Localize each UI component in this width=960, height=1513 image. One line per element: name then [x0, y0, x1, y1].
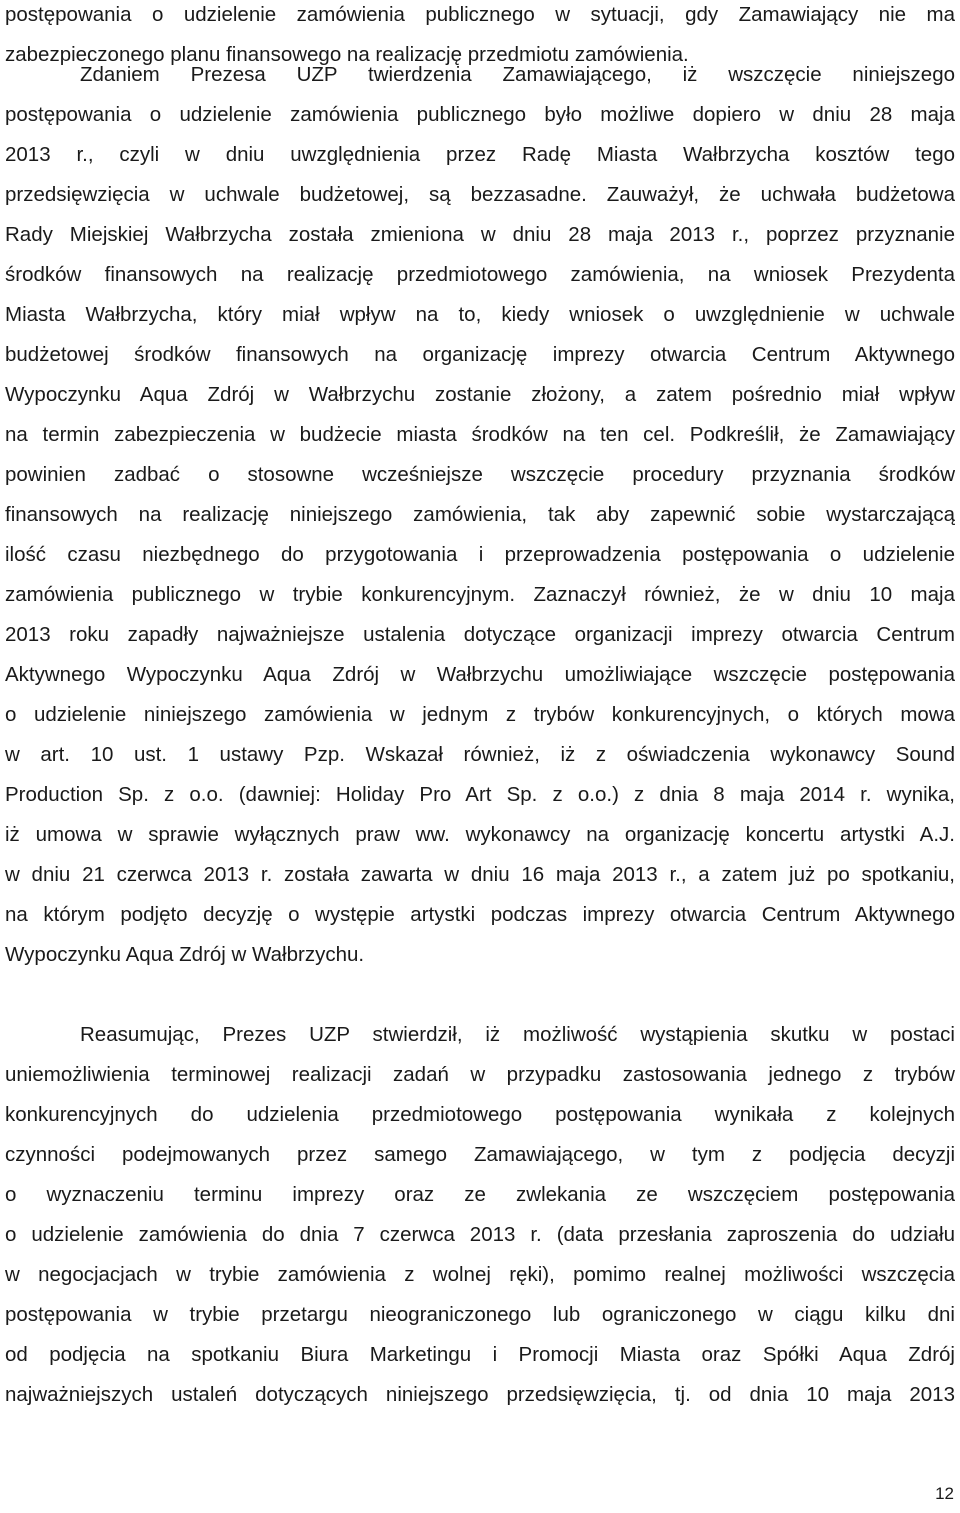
text-line: finansowych na realizację niniejszego zamówienia, tak aby zapewnić sobie wystarczającą	[5, 503, 955, 526]
text-line: Zdaniem Prezesa UZP twierdzenia Zamawiającego, iż wszczęcie niniejszego	[80, 63, 955, 86]
text-line: Wypoczynku Aqua Zdrój w Wałbrzychu.	[5, 943, 365, 966]
text-line: Wypoczynku Aqua Zdrój w Wałbrzychu zostanie złożony, a zatem pośrednio miał wpływ	[5, 383, 955, 406]
text-line: postępowania o udzielenie zamówienia publicznego było możliwe dopiero w dniu 28 maja	[5, 103, 955, 126]
text-line: w art. 10 ust. 1 ustawy Pzp. Wskazał również, iż z oświadczenia wykonawcy Sound	[5, 743, 955, 766]
text-line: Rady Miejskiej Wałbrzycha została zmieniona w dniu 28 maja 2013 r., poprzez przyznanie	[5, 223, 955, 246]
paragraph-summary	[5, 1015, 955, 1415]
text-line: konkurencyjnych do udzielenia przedmiotowego postępowania wynikała z kolejnych	[5, 1103, 955, 1126]
page-number: 12	[935, 1484, 954, 1503]
text-line: postępowania o udzielenie zamówienia publicznego w sytuacji, gdy Zamawiający nie ma	[5, 3, 955, 26]
text-line: o wyznaczeniu terminu imprezy oraz ze zwlekania ze wszczęciem postępowania	[5, 1183, 955, 1206]
text-line: budżetowej środków finansowych na organizację imprezy otwarcia Centrum Aktywnego	[5, 343, 955, 366]
text-line: czynności podejmowanych przez samego Zamawiającego, w tym z podjęcia decyzji	[5, 1143, 955, 1166]
text-line: na termin zabezpieczenia w budżecie miasta środków na ten cel. Podkreślił, że Zamawiający	[5, 423, 955, 446]
text-line: uniemożliwienia terminowej realizacji zadań w przypadku zastosowania jednego z trybów	[5, 1063, 955, 1086]
text-line: najważniejszych ustaleń dotyczących niniejszego przedsięwzięcia, tj. od dnia 10 maja 2013	[5, 1383, 955, 1406]
text-line: w negocjacjach w trybie zamówienia z wolnej ręki), pomimo realnej możliwości wszczęcia	[5, 1263, 955, 1286]
text-line: postępowania w trybie przetargu nieograniczonego lub ograniczonego w ciągu kilku dni	[5, 1303, 955, 1326]
text-line: iż umowa w sprawie wyłącznych praw ww. wykonawcy na organizację koncertu artystki A.J.	[5, 823, 955, 846]
text-line: Aktywnego Wypoczynku Aqua Zdrój w Wałbrzychu umożliwiające wszczęcie postępowania	[5, 663, 955, 686]
text-line: Reasumując, Prezes UZP stwierdził, iż możliwość wystąpienia skutku w postaci	[80, 1023, 955, 1046]
text-line: przedsięwzięcia w uchwale budżetowej, są bezzasadne. Zauważył, że uchwała budżetowa	[5, 183, 955, 206]
text-line: od podjęcia na spotkaniu Biura Marketingu i Promocji Miasta oraz Spółki Aqua Zdrój	[5, 1343, 955, 1366]
text-line: ilość czasu niezbędnego do przygotowania i przeprowadzenia postępowania o udzielenie	[5, 543, 955, 566]
text-line: Production Sp. z o.o. (dawniej: Holiday Pro Art Sp. z o.o.) z dnia 8 maja 2014 r. wynika,	[5, 783, 955, 806]
text-line: środków finansowych na realizację przedmiotowego zamówienia, na wniosek Prezydenta	[5, 263, 955, 286]
text-line: 2013 roku zapadły najważniejsze ustalenia dotyczące organizacji imprezy otwarcia Centrum	[5, 623, 955, 646]
text-line: na którym podjęto decyzję o występie artystki podczas imprezy otwarcia Centrum Aktywnego	[5, 903, 955, 926]
text-line: o udzielenie zamówienia do dnia 7 czerwca 2013 r. (data przesłania zaproszenia do udziału	[5, 1223, 955, 1246]
paragraph-prezes-opinion	[5, 55, 955, 975]
text-line: o udzielenie niniejszego zamówienia w jednym z trybów konkurencyjnych, o których mowa	[5, 703, 955, 726]
text-line: w dniu 21 czerwca 2013 r. została zawarta w dniu 16 maja 2013 r., a zatem już po spotkaniu,	[5, 863, 955, 886]
text-line: 2013 r., czyli w dniu uwzględnienia przez Radę Miasta Wałbrzycha kosztów tego	[5, 143, 955, 166]
text-line: zabezpieczonego planu finansowego na realizację przedmiotu zamówienia.	[5, 43, 689, 66]
text-line: powinien zadbać o stosowne wcześniejsze wszczęcie procedury przyznania środków	[5, 463, 955, 486]
text-line: Miasta Wałbrzycha, który miał wpływ na to, kiedy wniosek o uwzględnienie w uchwale	[5, 303, 955, 326]
text-line: zamówienia publicznego w trybie konkurencyjnym. Zaznaczył również, że w dniu 10 maja	[5, 583, 955, 606]
